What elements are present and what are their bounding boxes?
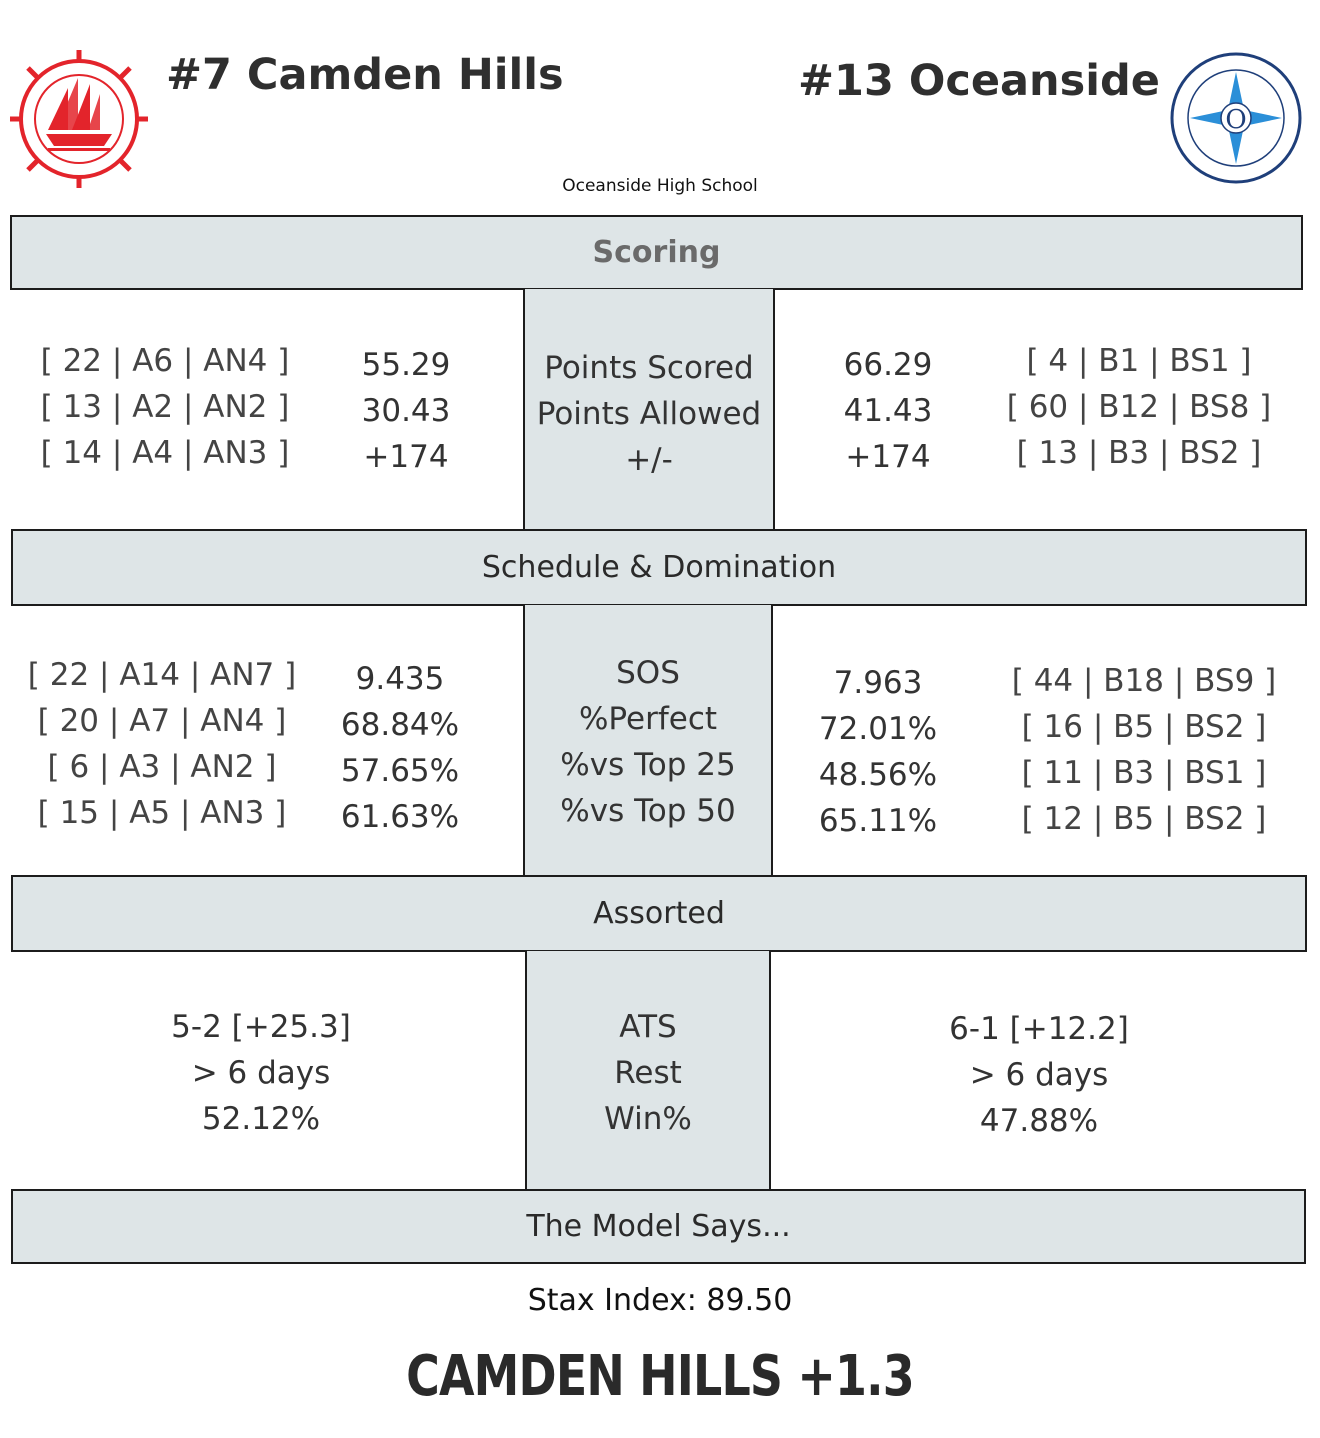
home-team-title: #7 Camden Hills xyxy=(166,50,564,100)
stax-index: Stax Index: 89.50 xyxy=(527,1283,793,1318)
rank-row: [ 6 | A3 | AN2 ] xyxy=(47,749,277,785)
stat-value: 48.56% xyxy=(818,757,938,793)
stat-value: 47.88% xyxy=(979,1103,1099,1139)
rank-row: [ 20 | A7 | AN4 ] xyxy=(37,703,287,739)
stat-label: Rest xyxy=(614,1055,682,1091)
rank-row: [ 13 | B3 | BS2 ] xyxy=(1016,435,1262,471)
scoring-away-values xyxy=(818,342,958,480)
schedule-away-values xyxy=(803,660,953,844)
stat-value: > 6 days xyxy=(969,1057,1109,1093)
stat-value: +174 xyxy=(845,439,931,475)
schedule-away-ranks xyxy=(1004,658,1284,842)
stat-value: 5-2 [+25.3] xyxy=(171,1009,351,1045)
stat-label: Win% xyxy=(604,1101,692,1137)
stat-label: Points Allowed xyxy=(536,396,762,432)
stat-value: 65.11% xyxy=(818,803,938,839)
stat-value: 9.435 xyxy=(355,661,445,697)
section-header-schedule: Schedule & Domination xyxy=(11,529,1307,606)
stat-label: SOS xyxy=(616,655,680,691)
stat-value: 72.01% xyxy=(818,711,938,747)
section-header-model: The Model Says... xyxy=(11,1189,1306,1264)
rank-row: [ 44 | B18 | BS9 ] xyxy=(1011,663,1277,699)
assorted-labels xyxy=(527,1004,769,1142)
section-header-scoring: Scoring xyxy=(10,215,1303,290)
stat-value: 66.29 xyxy=(843,347,933,383)
rank-row: [ 22 | A14 | AN7 ] xyxy=(27,657,297,693)
rank-row: [ 14 | A4 | AN3 ] xyxy=(40,435,290,471)
rank-row: [ 12 | B5 | BS2 ] xyxy=(1021,801,1267,837)
stat-label: Points Scored xyxy=(544,350,754,386)
scoring-home-ranks xyxy=(30,338,300,476)
stat-label: ATS xyxy=(619,1009,677,1045)
schedule-home-ranks xyxy=(22,652,302,836)
stat-value: > 6 days xyxy=(191,1055,331,1091)
stat-label: +/- xyxy=(625,442,673,478)
stat-value: 41.43 xyxy=(843,393,933,429)
oceanside-logo xyxy=(1166,48,1306,188)
rank-row: [ 60 | B12 | BS8 ] xyxy=(1006,389,1272,425)
stat-value: 68.84% xyxy=(340,707,460,743)
rank-row: [ 13 | A2 | AN2 ] xyxy=(40,389,290,425)
assorted-home-values xyxy=(130,1004,392,1142)
model-verdict: CAMDEN HILLS +1.3 xyxy=(406,1344,914,1409)
stat-value: 30.43 xyxy=(361,393,451,429)
stat-value: 55.29 xyxy=(361,347,451,383)
scoring-away-ranks xyxy=(1000,338,1278,476)
stat-label: %Perfect xyxy=(578,701,718,737)
stat-label: %vs Top 25 xyxy=(560,747,736,783)
rank-row: [ 22 | A6 | AN4 ] xyxy=(40,343,290,379)
ship-seal-icon xyxy=(8,48,150,190)
scoring-home-values xyxy=(336,342,476,480)
school-subtitle: Oceanside High School xyxy=(562,176,758,196)
rank-row: [ 16 | B5 | BS2 ] xyxy=(1021,709,1267,745)
schedule-labels xyxy=(525,650,771,834)
assorted-away-values xyxy=(908,1006,1170,1144)
svg-text:O: O xyxy=(1225,105,1247,135)
stat-label: %vs Top 50 xyxy=(560,793,736,829)
stat-value: 57.65% xyxy=(340,753,460,789)
rank-row: [ 15 | A5 | AN3 ] xyxy=(37,795,287,831)
stat-value: 52.12% xyxy=(201,1101,321,1137)
away-team-title: #13 Oceanside xyxy=(798,56,1160,106)
compass-seal-icon xyxy=(1166,48,1306,188)
schedule-home-values xyxy=(325,656,475,840)
rank-row: [ 11 | B3 | BS1 ] xyxy=(1021,755,1267,791)
stat-value: +174 xyxy=(363,439,449,475)
stat-value: 61.63% xyxy=(340,799,460,835)
rank-row: [ 4 | B1 | BS1 ] xyxy=(1026,343,1252,379)
section-header-assorted: Assorted xyxy=(11,875,1307,952)
stat-value: 6-1 [+12.2] xyxy=(949,1011,1129,1047)
stat-value: 7.963 xyxy=(833,665,923,701)
camden-hills-logo xyxy=(8,48,150,190)
scoring-labels xyxy=(525,345,773,483)
